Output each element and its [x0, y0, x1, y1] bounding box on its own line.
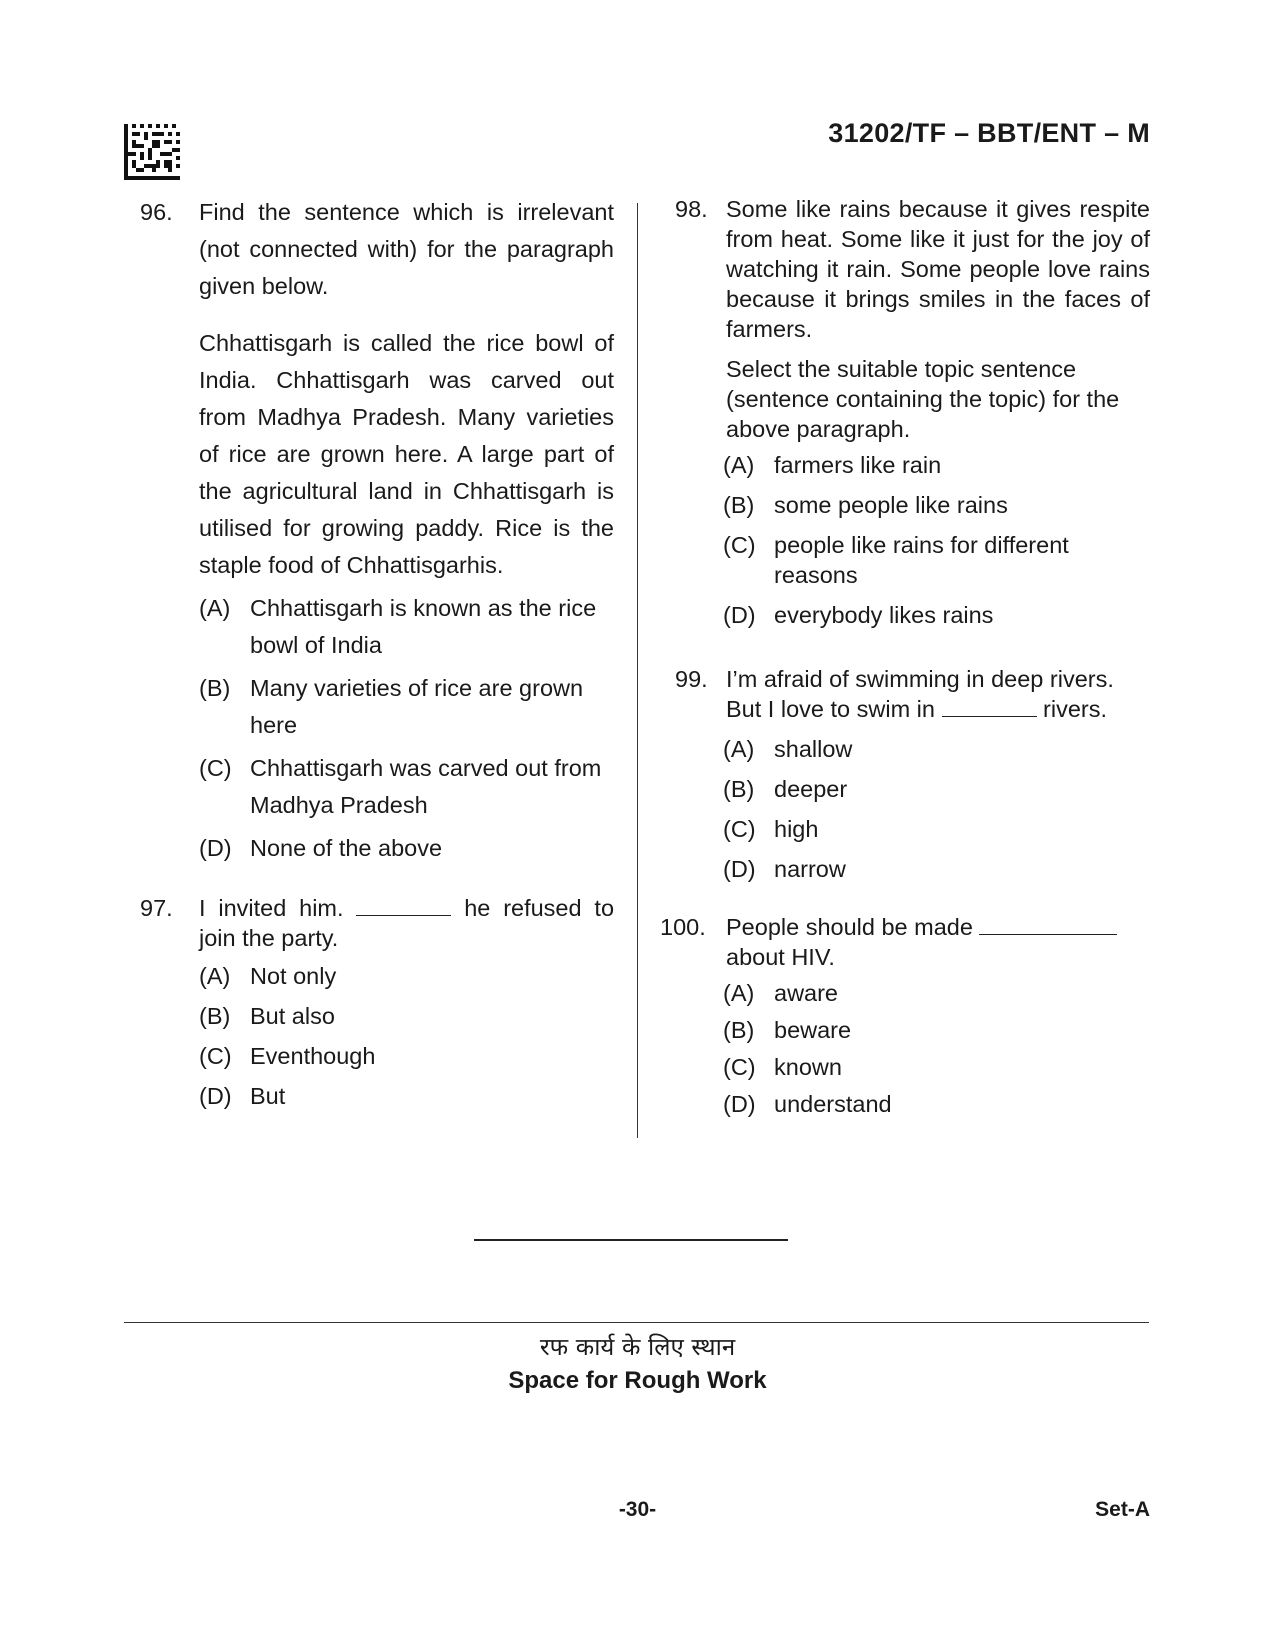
option-label: (C): [723, 1054, 756, 1080]
question-number: 97.: [140, 895, 173, 921]
question-text: Find the sentence which is irrelevant (not connected with) for the paragraph given below.: [199, 199, 614, 299]
question-number: 99.: [675, 666, 708, 692]
right-column: [655, 194, 1150, 1125]
option-label: (B): [199, 1003, 231, 1029]
question-text-before: People should be made: [726, 914, 973, 940]
question-96: [128, 194, 614, 867]
option-label: (D): [199, 1083, 232, 1109]
answer-blank: [979, 914, 1117, 935]
option-c[interactable]: [199, 1039, 614, 1073]
option-d[interactable]: [199, 1079, 614, 1113]
option-text: Many varieties of rice are grown here: [250, 675, 584, 738]
left-column: [128, 194, 614, 1119]
option-text: Not only: [250, 963, 337, 989]
option-d[interactable]: [199, 830, 614, 867]
option-label: (A): [723, 452, 755, 478]
column-divider: [637, 203, 638, 1138]
option-b[interactable]: [723, 490, 1150, 520]
option-b[interactable]: [199, 670, 614, 744]
option-text: some people like rains: [774, 492, 1008, 518]
answer-blank: [356, 895, 451, 916]
question-number: 98.: [675, 196, 708, 222]
section-end-line: [474, 1239, 788, 1241]
option-text: But also: [250, 1003, 335, 1029]
question-text-after: he refused to join the party.: [199, 895, 615, 951]
option-text: aware: [774, 980, 839, 1006]
option-label: (A): [723, 980, 755, 1006]
option-d[interactable]: [723, 600, 1150, 630]
page-number: -30-: [618, 1498, 657, 1521]
set-label: Set-A: [1095, 1498, 1150, 1521]
option-d[interactable]: [723, 1089, 1150, 1119]
option-a[interactable]: [199, 959, 614, 993]
option-text: Chhattisgarh was carved out from Madhya Pradesh: [250, 755, 602, 818]
option-text: shallow: [774, 736, 853, 762]
option-label: (D): [723, 856, 756, 882]
option-text: people like rains for different reasons: [774, 532, 1069, 588]
option-a[interactable]: [723, 450, 1150, 480]
rough-work-label: Space for Rough Work: [508, 1367, 767, 1394]
question-text-after: about HIV.: [726, 944, 835, 970]
options-list: [199, 590, 614, 867]
option-text: high: [774, 816, 819, 842]
option-a[interactable]: [723, 978, 1150, 1008]
option-b[interactable]: [199, 999, 614, 1033]
option-a[interactable]: [199, 590, 614, 664]
rough-work-divider: [124, 1322, 1149, 1323]
question-text-before: I invited him.: [199, 895, 344, 921]
option-label: (C): [723, 532, 756, 558]
option-label: (C): [199, 755, 232, 781]
option-c[interactable]: [723, 814, 1150, 844]
question-100: [655, 912, 1150, 1119]
question-text: [199, 893, 614, 953]
question-text-after: rivers.: [1043, 696, 1108, 722]
option-text: None of the above: [250, 835, 443, 861]
question-text: Select the suitable topic sentence (sentence containing the topic) for the above paragraph.: [726, 356, 1120, 442]
option-label: (B): [723, 492, 755, 518]
option-label: (B): [199, 675, 231, 701]
question-text: [726, 664, 1150, 724]
question-paragraph: Chhattisgarh is called the rice bowl of India. Chhattisgarh was carved out from Madhya Pradesh. Many varieties of rice are grown here. A large part of the agricultural land in Chhattisgarh is utilised for growing paddy. Rice is the staple food of Chhattisgarhis.: [199, 330, 614, 578]
question-number: 100.: [660, 914, 706, 940]
question-98: [655, 194, 1150, 630]
option-b[interactable]: [723, 774, 1150, 804]
question-paragraph: Some like rains because it gives respite from heat. Some like it just for the joy of watching it rain. Some people love rains because it brings smiles in the faces of farmers.: [726, 196, 1150, 342]
option-label: (A): [723, 736, 755, 762]
question-text: [726, 912, 1150, 972]
option-label: (A): [199, 595, 231, 621]
option-text: known: [774, 1054, 842, 1080]
options-list: [723, 734, 1150, 884]
option-label: (C): [199, 1043, 232, 1069]
option-label: (B): [723, 1017, 755, 1043]
option-c[interactable]: [723, 1052, 1150, 1082]
options-list: [723, 450, 1150, 630]
option-c[interactable]: [199, 750, 614, 824]
option-d[interactable]: [723, 854, 1150, 884]
option-text: everybody likes rains: [774, 602, 994, 628]
option-label: (D): [723, 1091, 756, 1117]
option-b[interactable]: [723, 1015, 1150, 1045]
rough-work-label-hindi: रफ कार्य के लिए स्थान: [539, 1333, 736, 1361]
answer-blank: [942, 696, 1037, 717]
option-text: Chhattisgarh is known as the rice bowl of India: [250, 595, 597, 658]
paper-code: 31202/TF – BBT/ENT – M: [828, 118, 1150, 148]
question-99: [655, 664, 1150, 884]
question-97: [128, 893, 614, 1113]
option-label: (C): [723, 816, 756, 842]
option-label: (A): [199, 963, 231, 989]
option-text: farmers like rain: [774, 452, 942, 478]
option-text: deeper: [774, 776, 848, 802]
option-text: narrow: [774, 856, 846, 882]
option-text: understand: [774, 1091, 892, 1117]
question-number: 96.: [140, 199, 173, 225]
options-list: [199, 959, 614, 1113]
option-label: (B): [723, 776, 755, 802]
option-c[interactable]: [723, 530, 1144, 590]
option-text: Eventhough: [250, 1043, 376, 1069]
option-label: (D): [199, 835, 232, 861]
option-text: beware: [774, 1017, 852, 1043]
option-label: (D): [723, 602, 756, 628]
option-text: But: [250, 1083, 286, 1109]
question-text-before: I’m afraid of swimming in deep rivers. But I love to swim in: [726, 666, 1114, 722]
qr-code-icon: [124, 124, 180, 180]
option-a[interactable]: [723, 734, 1150, 764]
options-list: [723, 978, 1150, 1119]
